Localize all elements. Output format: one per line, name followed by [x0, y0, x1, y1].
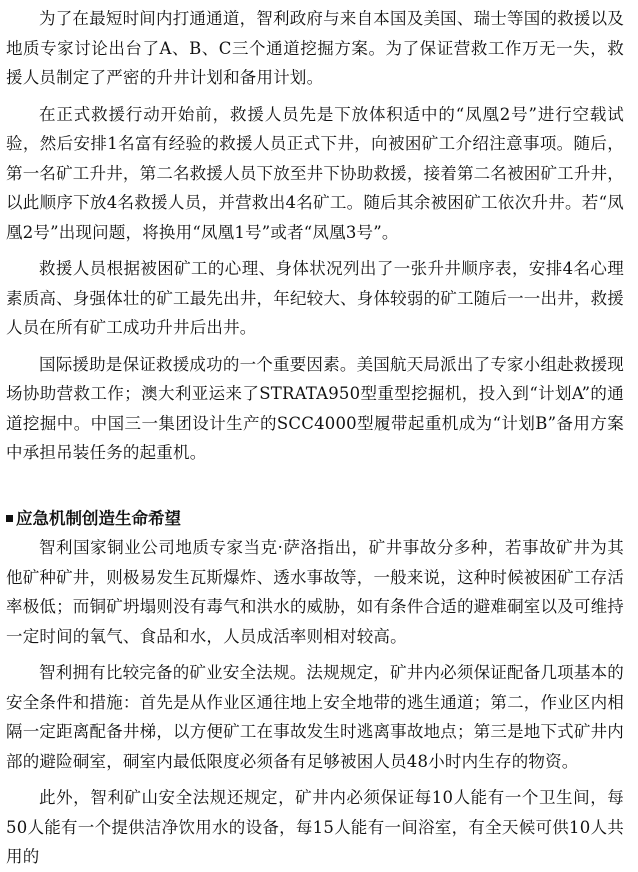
- paragraph-gap: [6, 247, 624, 254]
- paragraph-international-aid: 国际援助是保证救援成功的一个重要因素。美国航天局派出了专家小组赴救援现场协助营救工作；澳大利亚运来了STRATA950型重型挖掘机，投入到“计划A”的通道挖掘中。中国三一集团设计生产的SCC4000型履带起重机成为“计划B”备用方案中承担吊装任务的起重机。: [6, 354, 624, 462]
- paragraph-facility-requirements: 此外，智利矿山安全法规还规定，矿井内必须保证每10人能有一个卫生间，每50人能有一个提供洁净饮用水的设备，每15人能有一间浴室，有全天候可供10人共用的: [6, 788, 624, 866]
- paragraph-gap: [6, 651, 624, 658]
- section-gap: [6, 468, 624, 504]
- square-bullet-icon: [6, 515, 13, 522]
- paragraph-ascent-order: 救援人员根据被困矿工的心理、身体状况列出了一张升井顺序表，安排4名心理素质高、身强体壮的矿工最先出井，年纪较大、身体较弱的矿工随后一一出井，救援人员在所有矿工成功升井后出井。: [6, 259, 624, 337]
- paragraph-rescue-plans: 为了在最短时间内打通通道，智利政府与来自本国及美国、瑞士等国的救援以及地质专家讨论出台了A、B、C三个通道挖掘方案。为了保证营救工作万无一失，救援人员制定了严密的升井计划和备用计划。: [6, 9, 624, 87]
- paragraph-gap: [6, 93, 624, 100]
- paragraph-gap: [6, 343, 624, 350]
- section-heading: [6, 504, 624, 534]
- paragraph-safety-regulations: 智利拥有比较完备的矿业安全法规。法规规定，矿井内必须保证配备几项基本的安全条件和措施：首先是从作业区通往地上安全地带的逃生通道；第二，作业区内相隔一定距离配备井梯，以方便矿工在事故发生时逃离事故地点；第三是地下式矿井内部的避险硐室，硐室内最低限度必须备有足够被困人员48小时内生存的物资。: [6, 663, 624, 771]
- paragraph-gap: [6, 776, 624, 783]
- paragraph-expert-opinion: 智利国家铜业公司地质专家当克·萨洛指出，矿井事故分多种，若事故矿井为其他矿种矿井，则极易发生瓦斯爆炸、透水事故等，一般来说，这种时候被困矿工存活率极低；而铜矿坍塌则没有毒气和洪水的威胁，如有条件合适的避难硐室以及可维持一定时间的氧气、食品和水，人员成活率则相对较高。: [6, 538, 624, 646]
- section-heading-text: 应急机制创造生命希望: [16, 508, 181, 528]
- paragraph-rescue-procedure: 在正式救援行动开始前，救援人员先是下放体积适中的“凤凰2号”进行空载试验，然后安排1名富有经验的救援人员正式下井，向被困矿工介绍注意事项。随后，第一名矿工升井，第二名救援人员下放至井下协助救援，接着第二名被困矿工升井，以此顺序下放4名救援人员，并营救出4名矿工。随后其余被困矿工依次升井。若“凤凰2号”出现问题，将换用“凤凰1号”或者“凤凰3号”。: [6, 104, 624, 242]
